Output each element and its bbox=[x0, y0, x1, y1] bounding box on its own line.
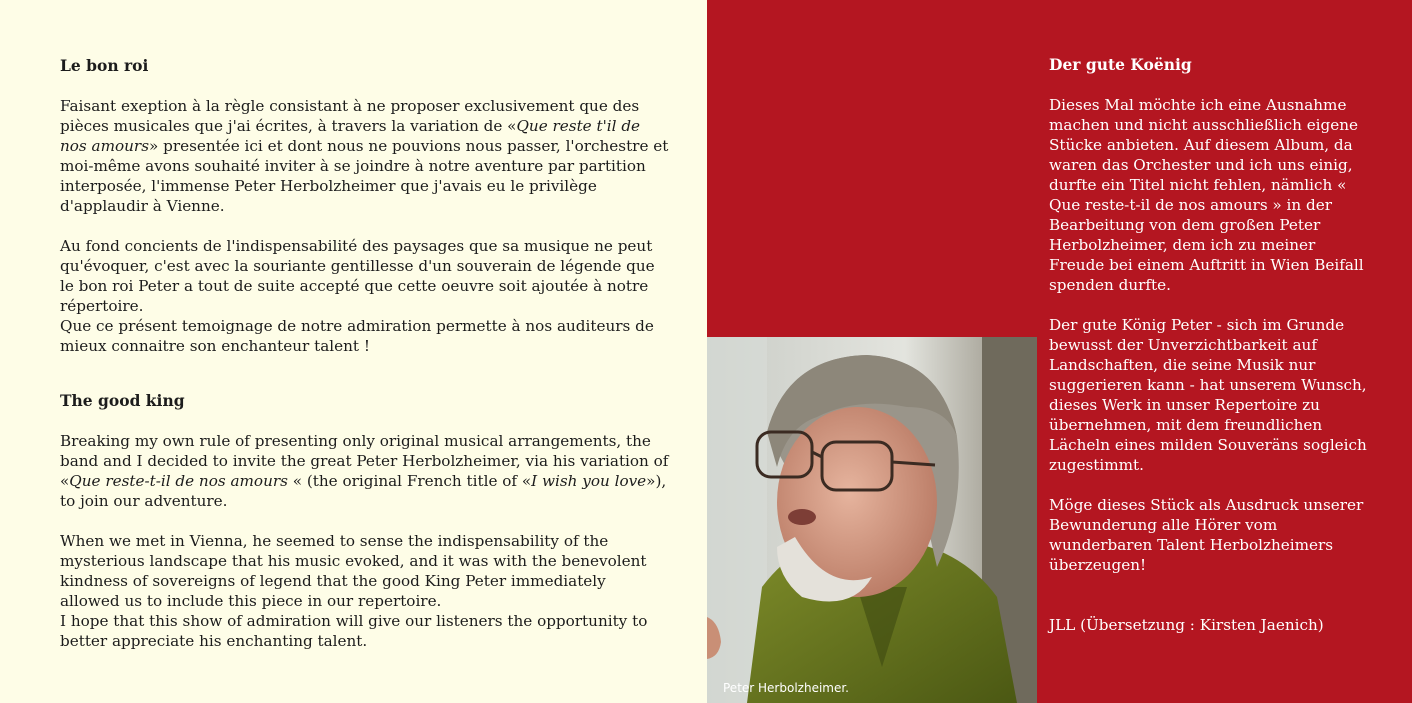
english-paragraph-2: When we met in Vienna, he seemed to sense the indispensability of the mysterious landscape that his music evoked, and it was with the benevolent kindness of sovereigns of legend that the good King Peter immediately allowed us to include this piece in our repertoire. bbox=[60, 532, 647, 610]
english-heading: The good king bbox=[60, 391, 185, 410]
french-heading: Le bon roi bbox=[60, 56, 149, 75]
english-paragraph-1: Breaking my own rule of presenting only original musical arrangements, the band and I decided to invite the great Peter Herbolzheimer, via his variation of «Que reste-t-il de nos amours « (the original French title of «I wish you love»), to join our adventure. bbox=[60, 432, 669, 510]
french-section bbox=[60, 56, 670, 356]
german-heading: Der gute Koënig bbox=[1049, 55, 1192, 74]
right-page bbox=[707, 0, 1412, 703]
german-paragraph-2: Der gute König Peter - sich im Grunde bewusst der Unverzichtbarkeit auf Landschaften, die seine Musik nur suggerieren kann - hat unserem Wunsch, dieses Werk in unser Repertoire zu übernehmen, mit dem freundlichen Lächeln eines milden Souveräns sogleich zugestimmt. bbox=[1049, 316, 1367, 474]
song-title: Que reste-t-il de nos amours bbox=[69, 472, 288, 490]
english-section bbox=[60, 391, 670, 651]
german-paragraph-1: Dieses Mal möchte ich eine Ausnahme machen und nicht ausschließlich eigene Stücke anbieten. Auf diesem Album, da waren das Orchester und ich uns einig, durfte ein Titel nicht fehlen, nämlich « Que reste-t-il de nos amours » in der Bearbeitung von dem großen Peter Herbolzheimer, dem ich zu meiner Freude bei einem Auftritt in Wien Beifall spenden durfte. bbox=[1049, 96, 1364, 294]
portrait-image bbox=[707, 337, 1037, 703]
english-paragraph-3: I hope that this show of admiration will give our listeners the opportunity to better appreciate his enchanting talent. bbox=[60, 612, 648, 650]
german-section bbox=[1049, 55, 1369, 635]
song-title: Que reste t'il de nos amours bbox=[60, 117, 641, 155]
german-paragraph-3: Möge dieses Stück als Ausdruck unserer Bewunderung alle Hörer vom wunderbaren Talent Herbolzheimers überzeugen! bbox=[1049, 496, 1364, 574]
song-title-english: I wish you love bbox=[531, 472, 647, 490]
french-paragraph-1: Faisant exeption à la règle consistant à ne proposer exclusivement que des pièces musicales que j'ai écrites, à travers la variation de «Que reste t'il de nos amours» presentée ici et dont nous ne pouvions nous passer, l'orchestre et moi-même avons souhaité inviter à se joindre à notre aventure par partition interposée, l'immense Peter Herbolzheimer que j'avais eu le privilège d'applaudir à Vienne. bbox=[60, 97, 669, 215]
french-paragraph-2: Au fond concients de l'indispensabilité des paysages que sa musique ne peut qu'évoquer, c'est avec la souriante gentillesse d'un souverain de légende que le bon roi Peter a tout de suite accepté que cette oeuvre soit ajoutée à notre répertoire. bbox=[60, 237, 655, 315]
german-signature: JLL (Übersetzung : Kirsten Jaenich) bbox=[1049, 616, 1324, 634]
photo-caption: Peter Herbolzheimer. bbox=[723, 681, 849, 695]
portrait-photo bbox=[707, 337, 1037, 703]
french-paragraph-3: Que ce présent temoignage de notre admiration permette à nos auditeurs de mieux connaitre son enchanteur talent ! bbox=[60, 317, 654, 355]
